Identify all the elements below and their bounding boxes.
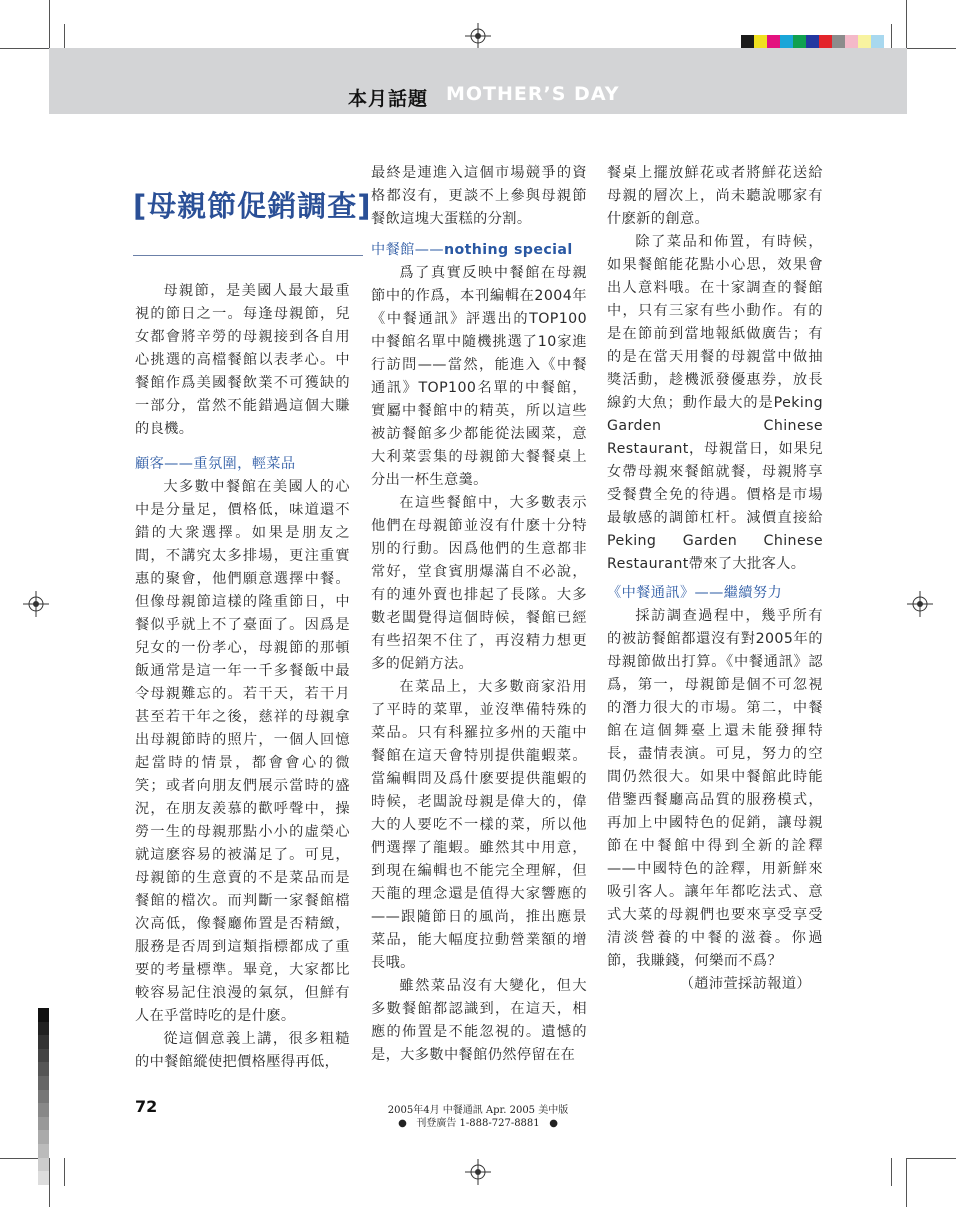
color-swatch [858,35,871,48]
gray-swatch [38,1130,49,1144]
footer-issue: 2005年4月 中餐通訊 Apr. 2005 美中版 [387,1105,569,1116]
paragraph: 雖然菜品沒有大變化，但大多數餐館都認識到，在這天，相應的佈置是不能忽視的。遺憾的是，大多數中餐館仍然停留在在 [371,978,587,1063]
crop-mark [907,1158,956,1159]
crop-mark [49,1158,50,1207]
crop-mark [906,0,907,48]
color-swatch [806,35,819,48]
footer-ad-line [360,1117,596,1130]
byline: （趙沛萱採訪報道） [679,976,811,992]
grayscale-strip [38,1008,49,1185]
crop-mark [891,1158,892,1186]
footer-ad-text: 刊登廣告 1-888-727-8881 [416,1118,540,1129]
page-number: 72 [135,1097,158,1116]
subheading: 《中餐通訊》——繼續努力 [607,585,783,601]
color-swatch [832,35,845,48]
subheading-en: nothing special [443,242,573,258]
gray-swatch [38,1117,49,1131]
paragraph: 在這些餐館中，大多數表示他們在母親節並沒有什麽十分特別的行動。因爲他們的生意都非常好，堂食賓朋爆滿自不必說，有的連外賣也排起了長隊。大多數老闆覺得這個時候，餐館已經有些招架不住了，再沒精力想更多的促銷方法。 [371,495,587,672]
crop-mark [49,0,50,48]
section-label-english: MOTHER’S DAY [446,83,620,105]
paragraph: 母親節，是美國人最大最重視的節日之一。每逢母親節，兒女都會將辛勞的母親接到各自用心挑選的高檔餐館以表孝心。中餐館作爲美國餐飲業不可獲缺的一部分，當然不能錯過這個大賺的良機。 [135,283,350,437]
article-column-1 [135,280,350,1074]
gray-swatch [38,1035,49,1049]
bullet-icon: ● [398,1118,407,1129]
paragraph: 餐桌上擺放鮮花或者將鮮花送給母親的層次上，尚未聽說哪家有什麽新的創意。 [607,165,823,227]
color-calibration-bar [741,35,884,48]
gray-swatch [38,1171,49,1185]
color-swatch [845,35,858,48]
crop-mark [64,1158,65,1186]
gray-swatch [38,1103,49,1117]
subheading [371,239,587,262]
subheading: 顧客——重氛圍，輕菜品 [135,456,296,472]
color-swatch [780,35,793,48]
paragraph: 在菜品上，大多數商家沿用了平時的菜單，並沒準備特殊的菜品。只有科羅拉多州的天龍中餐館在這天會特別提供龍蝦菜。當編輯問及爲什麽要提供龍蝦的時候，老闆說母親是偉大的，偉大的人要吃不一樣的菜，所以他們選擇了龍蝦。雖然其中用意，到現在編輯也不能完全理解，但天龍的理念還是值得大家響應的——跟隨節日的風尚，推出應景菜品，能大幅度拉動營業額的增長哦。 [371,679,587,971]
article-column-2 [371,162,587,1067]
crop-mark [907,48,956,49]
paragraph: 大多數中餐館在美國人的心中是分量足，價格低，味道還不錯的大衆選擇。如果是朋友之間，不講究太多排場，更注重實惠的聚會，他們願意選擇中餐。但像母親節這樣的隆重節日，中餐似乎就上不了臺面了。因爲是兒女的一份孝心，母親節的那頓飯通常是這一年一千多餐飯中最令母親難忘的。若干天，若干月甚至若干年之後，慈祥的母親拿出母親節時的照片，一個人回憶起當時的情景，都會會心的微笑；或者向朋友們展示當時的盛況，在朋友羨慕的歡呼聲中，操勞一生的母親那點小小的虛榮心就這麽容易的被滿足了。可見，母親節的生意賣的不是菜品而是餐館的檔次。而判斷一家餐館檔次高低，像餐廳佈置是否精緻，服務是否周到這類指標都成了重要的考量標準。畢竟，大家都比較容易記住浪漫的氣氛，但鮮有人在乎當時吃的是什麽。 [135,479,350,1024]
gray-swatch [38,1049,49,1063]
gray-swatch [38,1062,49,1076]
color-swatch [741,35,754,48]
gray-swatch [38,1158,49,1172]
footer [360,1104,596,1130]
gray-swatch [38,1008,49,1022]
crop-mark [891,24,892,48]
gray-swatch [38,1022,49,1036]
crop-mark [64,24,65,48]
paragraph: 從這個意義上講，很多粗糙的中餐館縱使把價格壓得再低， [135,1031,350,1070]
crop-mark [0,48,49,49]
bullet-icon: ● [549,1118,558,1129]
color-swatch [793,35,806,48]
color-swatch [819,35,832,48]
gray-swatch [38,1090,49,1104]
article-title: [母親節促銷調查] [133,189,372,223]
color-swatch [767,35,780,48]
paragraph: 最終是連進入這個市場競爭的資格都沒有，更談不上參與母親節餐飲這塊大蛋糕的分割。 [371,165,587,227]
article-column-3 [607,162,823,996]
gray-swatch [38,1076,49,1090]
registration-mark-icon [465,1159,491,1185]
color-swatch [871,35,884,48]
registration-mark-icon [907,591,933,617]
section-label: 本月話題 [348,88,429,110]
crop-mark [906,1158,907,1207]
color-swatch [754,35,767,48]
registration-mark-icon [465,23,491,49]
paragraph: 採訪調查過程中，幾乎所有的被訪餐館都還沒有對2005年的母親節做出打算。《中餐通訊》認爲，第一，母親節是個不可忽視的潛力很大的市場。第二，中餐館在這個舞臺上還未能發揮特長，盡情表演。可見，努力的空間仍然很大。如果中餐館此時能借鑒西餐廳高品質的服務模式，再加上中國特色的促銷，讓母親節在中餐館中得到全新的詮釋——中國特色的詮釋，用新鮮來吸引客人。讓年年都吃法式、意式大菜的母親們也要來享受享受清淡營養的中餐的滋養。你過節，我賺錢，何樂而不爲？ [607,608,823,969]
title-underline [133,255,363,256]
registration-mark-icon [23,591,49,617]
gray-swatch [38,1144,49,1158]
subheading-cn: 中餐館—— [371,242,444,258]
paragraph: 爲了真實反映中餐館在母親節中的作爲，本刊編輯在2004年《中餐通訊》評選出的TOP100中餐館名單中隨機挑選了10家進行訪問——當然，能進入《中餐通訊》TOP100名單的中餐館，實屬中餐館中的精英，所以這些被訪餐館多少都能從法國菜，意大利菜雲集的母親節大餐餐桌上分出一杯生意羹。 [371,265,587,488]
paragraph: 除了菜品和佈置，有時候，如果餐館能花點小心思，效果會出人意料哦。在十家調查的餐館中，只有三家有些小動作。有的是在節前到當地報紙做廣告；有的是在當天用餐的母親當中做抽獎活動，趁機派發優惠券，放長線釣大魚；動作最大的是Peking Garden Chinese Restaurant，母親當日，如果兒女帶母親來餐館就餐，母親將享受餐費全免的待遇。價格是市場最敏感的調節杠杆。減價直接給Peking Garden Chinese Restaurant帶來了大批客人。 [607,234,823,572]
